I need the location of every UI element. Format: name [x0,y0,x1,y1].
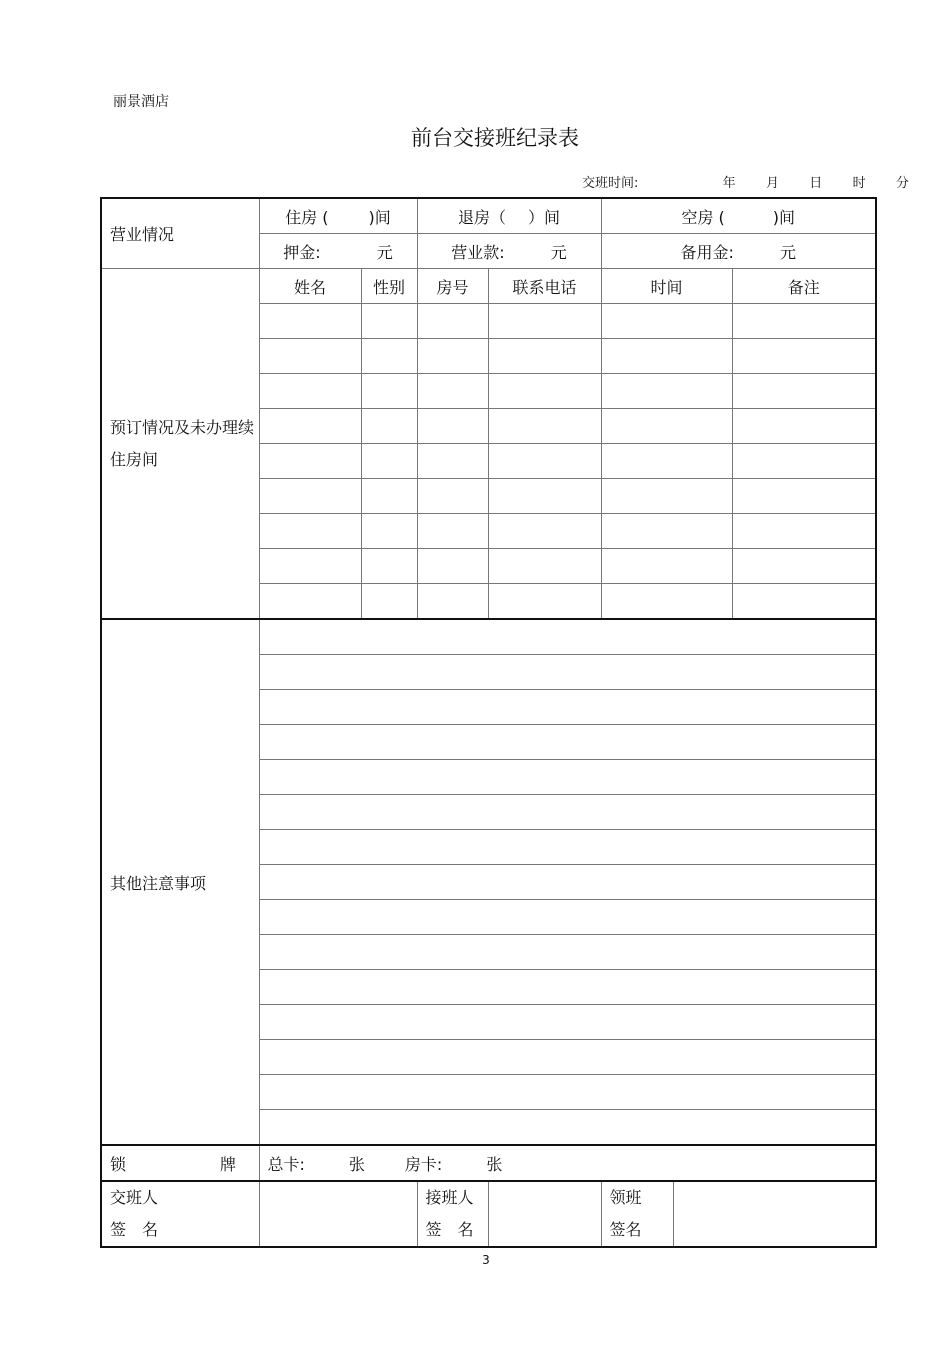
room-cell[interactable] [417,339,488,374]
column-header-time: 时间 [601,269,732,304]
notes-line[interactable] [259,900,876,935]
receiver-line1: 接班人 [425,1188,474,1207]
gender-cell[interactable] [361,584,417,620]
column-header-remarks: 备注 [732,269,876,304]
lead-signature-field[interactable] [673,1181,876,1247]
master-card-label: 总卡: [267,1154,305,1174]
time-cell[interactable] [601,584,732,620]
name-cell[interactable] [259,374,361,409]
notes-line[interactable] [259,1110,876,1146]
name-cell[interactable] [259,514,361,549]
lock-label-left: 锁 [110,1154,127,1174]
room-cell[interactable] [417,374,488,409]
notes-line[interactable] [259,970,876,1005]
time-cell[interactable] [601,409,732,444]
occupied-rooms-cell[interactable] [259,198,417,234]
master-card-unit: 张 [348,1154,365,1174]
room-cell[interactable] [417,479,488,514]
occupied-suffix: )间 [368,207,391,227]
gender-cell[interactable] [361,304,417,339]
deposit-cell[interactable] [259,234,417,269]
notes-line[interactable] [259,725,876,760]
remarks-cell[interactable] [732,444,876,479]
remarks-cell[interactable] [732,549,876,584]
receiver-signature-field[interactable] [488,1181,601,1247]
shift-time-label: 交班时间: [582,176,639,191]
phone-cell[interactable] [488,374,601,409]
notes-line[interactable] [259,865,876,900]
remarks-cell[interactable] [732,584,876,620]
name-cell[interactable] [259,444,361,479]
name-cell[interactable] [259,549,361,584]
gender-cell[interactable] [361,409,417,444]
column-header-gender: 性别 [361,269,417,304]
phone-cell[interactable] [488,339,601,374]
gender-cell[interactable] [361,514,417,549]
business-row-rooms [101,198,876,234]
phone-cell[interactable] [488,444,601,479]
phone-cell[interactable] [488,479,601,514]
hour-label: 时 [852,176,866,191]
remarks-cell[interactable] [732,339,876,374]
phone-cell[interactable] [488,549,601,584]
signature-row [101,1181,876,1247]
handover-signature-field[interactable] [259,1181,417,1247]
business-label: 营业情况 [101,198,259,269]
room-card-label: 房卡: [404,1154,443,1174]
room-cell[interactable] [417,584,488,620]
phone-cell[interactable] [488,514,601,549]
handover-line2: 签 名 [110,1220,159,1239]
revenue-cell[interactable] [417,234,601,269]
room-cell[interactable] [417,444,488,479]
column-header-room: 房号 [417,269,488,304]
time-cell[interactable] [601,339,732,374]
year-label: 年 [722,176,736,191]
reserve-fund-cell[interactable] [601,234,876,269]
reserve-label: 备用金: [680,242,734,262]
shift-time-line [582,172,909,191]
receiver-line2: 签 名 [425,1220,474,1239]
reservation-header-row [101,269,876,304]
month-label: 月 [765,176,779,191]
remarks-cell[interactable] [732,479,876,514]
notes-line[interactable] [259,1005,876,1040]
vacant-prefix: 空房 ( [681,207,725,227]
reserve-unit: 元 [779,242,796,262]
time-cell[interactable] [601,479,732,514]
notes-line[interactable] [259,655,876,690]
revenue-unit: 元 [550,242,567,262]
gender-cell[interactable] [361,479,417,514]
notes-line[interactable] [259,830,876,865]
page-number: 3 [482,1253,490,1267]
notes-line[interactable] [259,619,876,655]
phone-cell[interactable] [488,584,601,620]
column-header-name: 姓名 [259,269,361,304]
handover-sign-label [101,1181,259,1247]
remarks-cell[interactable] [732,374,876,409]
lead-sign-label [601,1181,673,1247]
notes-row [101,619,876,655]
lock-cards-row [101,1145,876,1181]
lead-line1: 领班 [609,1188,642,1207]
hotel-name: 丽景酒店 [113,94,169,110]
deposit-unit: 元 [376,242,393,262]
remarks-cell[interactable] [732,409,876,444]
name-cell[interactable] [259,304,361,339]
revenue-label: 营业款: [451,242,505,262]
vacant-suffix: )间 [772,207,796,227]
notes-line[interactable] [259,935,876,970]
receiver-sign-label [417,1181,488,1247]
occupied-prefix: 住房 ( [285,207,329,227]
remarks-cell[interactable] [732,304,876,339]
gender-cell[interactable] [361,339,417,374]
name-cell[interactable] [259,409,361,444]
room-cell[interactable] [417,304,488,339]
handover-line1: 交班人 [110,1188,159,1207]
notes-line[interactable] [259,1075,876,1110]
time-cell[interactable] [601,304,732,339]
room-cell[interactable] [417,514,488,549]
phone-cell[interactable] [488,409,601,444]
notes-line[interactable] [259,690,876,725]
time-cell[interactable] [601,549,732,584]
gender-cell[interactable] [361,444,417,479]
notes-line[interactable] [259,1040,876,1075]
time-cell[interactable] [601,444,732,479]
notes-line[interactable] [259,760,876,795]
gender-cell[interactable] [361,374,417,409]
day-label: 日 [809,176,823,191]
room-card-unit: 张 [486,1154,503,1174]
checkout-prefix: 退房（ [457,207,506,227]
name-cell[interactable] [259,584,361,620]
lock-cards-cell[interactable] [259,1145,876,1181]
time-cell[interactable] [601,374,732,409]
name-cell[interactable] [259,479,361,514]
notes-line[interactable] [259,795,876,830]
deposit-label: 押金: [283,242,321,262]
time-cell[interactable] [601,514,732,549]
name-cell[interactable] [259,339,361,374]
minute-label: 分 [895,176,909,191]
phone-cell[interactable] [488,304,601,339]
room-cell[interactable] [417,409,488,444]
lock-label-cell [101,1145,259,1181]
checkout-rooms-cell[interactable] [417,198,601,234]
lock-label-right: 牌 [220,1154,237,1174]
form-title: 前台交接班纪录表 [411,126,579,150]
gender-cell[interactable] [361,549,417,584]
reservation-label: 预订情况及未办理续住房间 [101,269,259,620]
room-cell[interactable] [417,549,488,584]
vacant-rooms-cell[interactable] [601,198,876,234]
notes-label: 其他注意事项 [101,619,259,1145]
handover-form-table [100,197,877,1248]
column-header-phone: 联系电话 [488,269,601,304]
remarks-cell[interactable] [732,514,876,549]
checkout-suffix: ）间 [528,207,561,227]
lead-line2: 签名 [609,1220,642,1239]
